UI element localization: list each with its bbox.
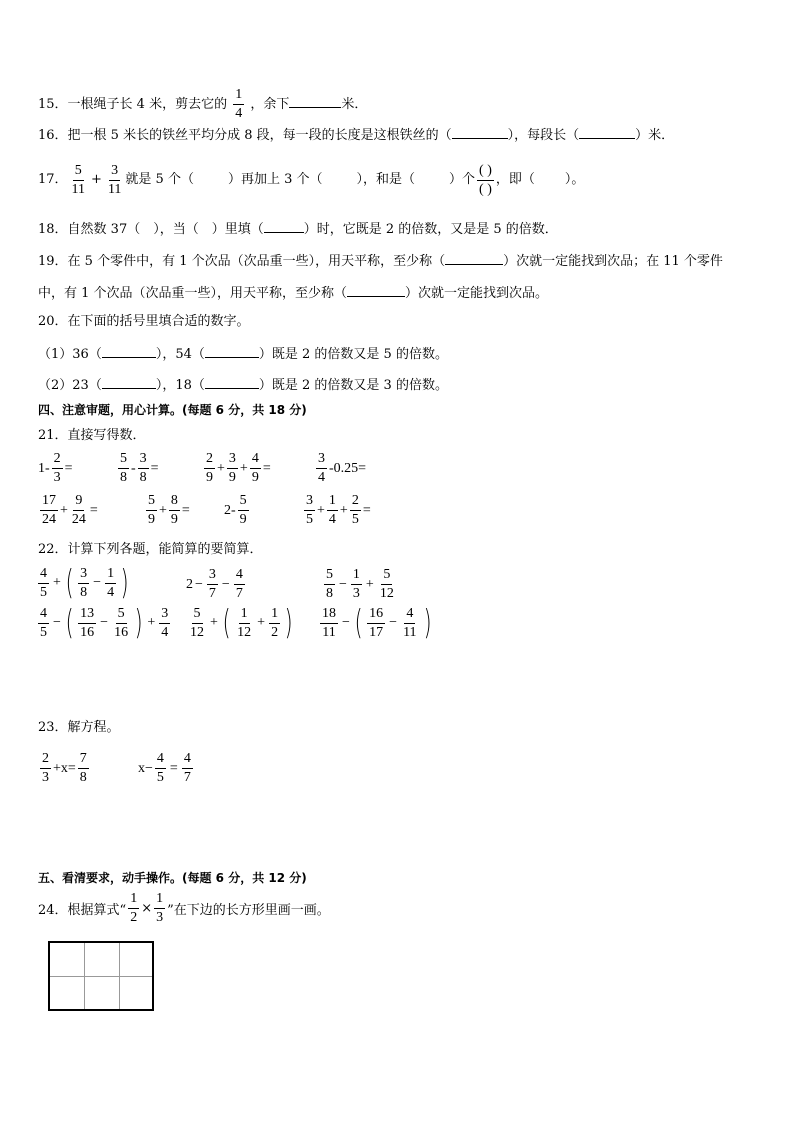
q15-prefix: 15．一根绳子长 4 米，剪去它的 — [38, 97, 228, 112]
section-5-heading: 五、看清要求，动手操作。(每题 6 分，共 12 分) — [38, 871, 307, 885]
q21-expr-1: 1- $\frac{2}{3}$ = — [38, 451, 73, 485]
question-17: 17． $\frac{5}{11}$ + $\frac{3}{11}$ 就是 5 个（ ）再加上 3 个（ ），和是（ ）个 $\frac{( )}{( )}$ ，即（ ）。 — [38, 162, 585, 197]
q23-equation-1: $\frac{2}{3}$ +x= $\frac{7}{8}$ — [42, 751, 87, 785]
q23-equation-2: x− $\frac{4}{5}$ = $\frac{4}{7}$ — [138, 751, 191, 785]
q22-expr-3: $\frac{5}{8}$ − $\frac{1}{3}$ + $\frac{5}{12}$ — [326, 567, 394, 601]
q21-expr-5: $\frac{17}{24}$ + $\frac{9}{24}$ = — [42, 493, 98, 527]
paren-fraction[interactable]: $\frac{( )}{( )}$ — [479, 162, 492, 197]
question-20-title: 20．在下面的括号里填合适的数字。 — [38, 314, 250, 329]
question-22-title: 22．计算下列各题，能简算的要简算． — [38, 542, 263, 557]
grid-line — [50, 976, 152, 977]
question-19-line2: 中，有 1 个次品（次品重一些），用天平称，至少称（ ）次就一定能找到次品。 — [38, 282, 548, 304]
q15-fraction: $\frac{1}{4}$ — [235, 87, 243, 121]
q22-expr-4: $\frac{4}{5}$ − ( $\frac{13}{16}$ − $\frac{5}{16}$ ) + $\frac{3}{4}$ — [40, 603, 169, 643]
answer-blank[interactable] — [102, 374, 156, 389]
question-19-line1: 19．在 5 个零件中，有 1 个次品（次品重一些），用天平称，至少称（ ）次就一定能找到次品；在 11 个零件 — [38, 250, 723, 272]
q22-expr-1: $\frac{4}{5}$ + ( $\frac{3}{8}$ − $\frac{1}{4}$ ) — [40, 563, 129, 603]
question-20-row2: （2）23（ ），18（ ）既是 2 的倍数又是 3 的倍数。 — [38, 374, 448, 396]
answer-blank[interactable] — [102, 343, 156, 358]
question-24: 24．根据算式“ $\frac{1}{2}$ × $\frac{1}{3}$ ”在下边的长方形里画一画。 — [38, 891, 330, 925]
answer-blank[interactable] — [579, 124, 635, 139]
question-18: 18．自然数 37（ ），当（ ）里填（ ）时，它既是 2 的倍数，又是是 5 的倍数． — [38, 218, 558, 240]
answer-blank[interactable] — [205, 343, 259, 358]
q22-expr-6: $\frac{18}{11}$ − ( $\frac{16}{17}$ − $\frac{4}{11}$ ) — [322, 603, 432, 643]
question-20-row1: （1）36（ ），54（ ）既是 2 的倍数又是 5 的倍数。 — [38, 343, 448, 365]
drawing-rectangle[interactable] — [48, 941, 154, 1011]
question-15: 15．一根绳子长 4 米，剪去它的 $\frac{1}{4}$ ，余下 米． — [38, 87, 368, 121]
question-21-title: 21．直接写得数． — [38, 428, 146, 443]
question-23-title: 23．解方程。 — [38, 720, 120, 735]
q22-expr-2: 2 − $\frac{3}{7}$ − $\frac{4}{7}$ — [186, 567, 243, 601]
q21-expr-4: $\frac{3}{4}$ -0.25= — [318, 451, 367, 485]
q22-expr-5: $\frac{5}{12}$ + ( $\frac{1}{12}$ + $\frac{1}{2}$ ) — [190, 603, 293, 643]
answer-blank[interactable] — [289, 93, 341, 108]
answer-blank[interactable] — [452, 124, 508, 139]
question-16: 16．把一根 5 米长的铁丝平均分成 8 段，每一段的长度是这根铁丝的（ ），每段长（ ）米． — [38, 124, 674, 146]
q21-expr-8: $\frac{3}{5}$ + $\frac{1}{4}$ + $\frac{2}{5}$ = — [306, 493, 371, 527]
answer-blank[interactable] — [347, 282, 405, 297]
section-4-heading: 四、注意审题，用心计算。(每题 6 分，共 18 分) — [38, 403, 307, 417]
q21-expr-6: $\frac{5}{9}$ + $\frac{8}{9}$ = — [148, 493, 190, 527]
answer-blank[interactable] — [445, 250, 503, 265]
q21-expr-3: $\frac{2}{9}$ + $\frac{3}{9}$ + $\frac{4}{9}$ = — [206, 451, 271, 485]
q21-expr-2: $\frac{5}{8}$ - $\frac{3}{8}$ = — [120, 451, 159, 485]
answer-blank[interactable] — [264, 218, 304, 233]
answer-blank[interactable] — [205, 374, 259, 389]
q21-expr-7: 2- $\frac{5}{9}$ — [224, 493, 247, 527]
